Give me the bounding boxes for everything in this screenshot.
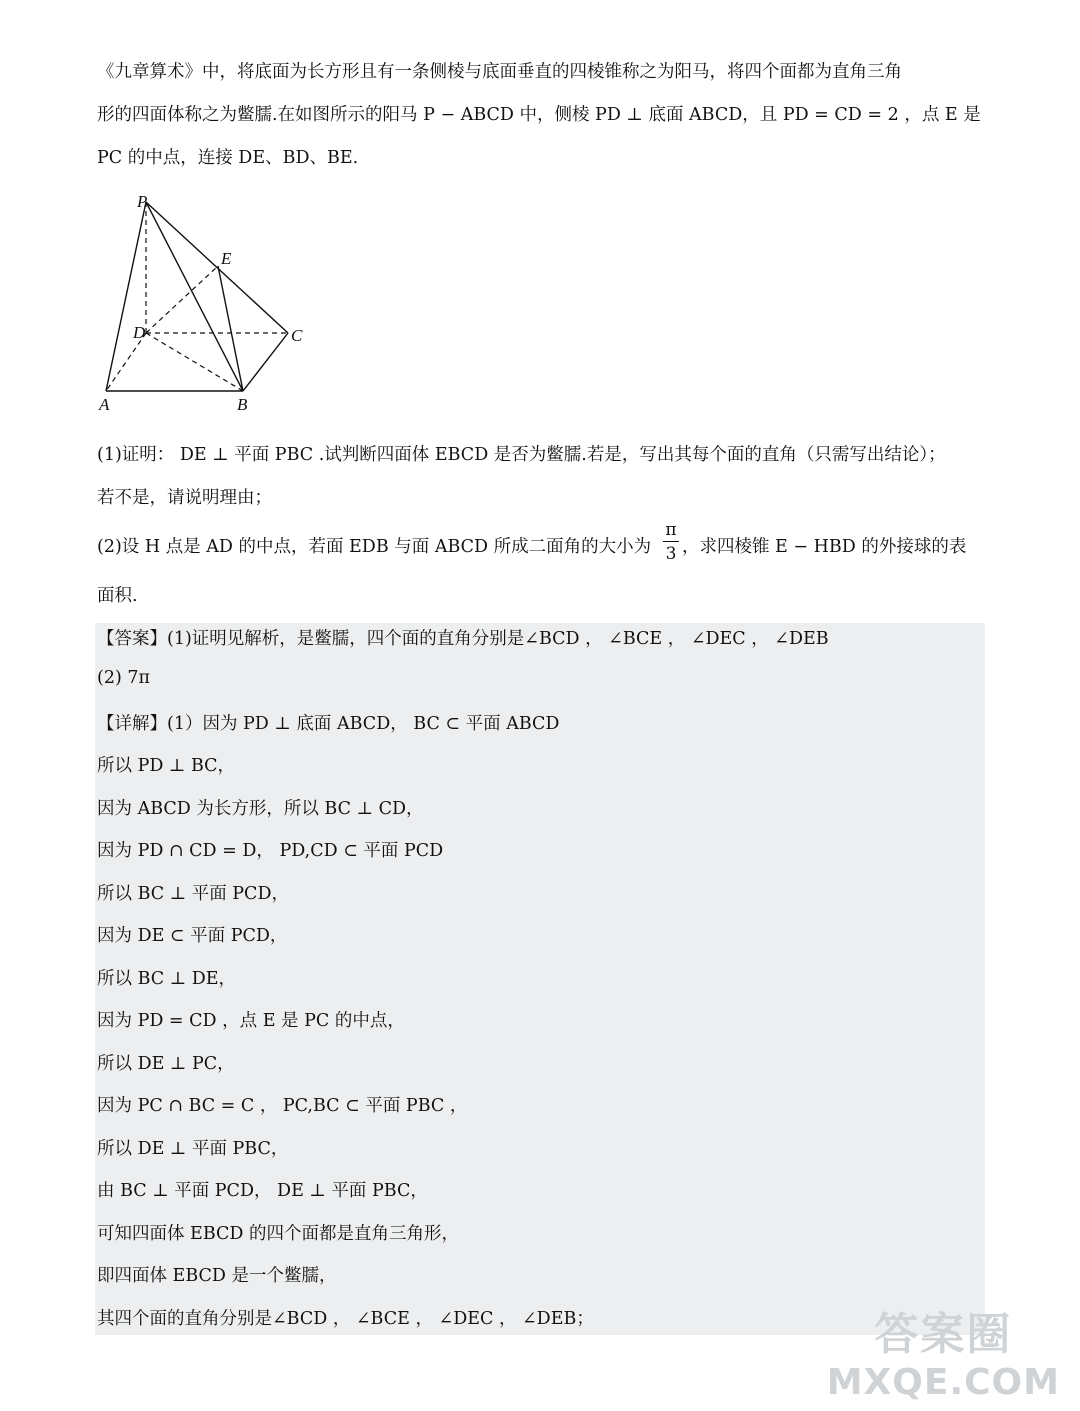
label-D: D xyxy=(133,323,146,342)
detail-line: 由 BC ⊥ 平面 PCD， DE ⊥ 平面 PBC， xyxy=(97,1181,428,1201)
detail-line: 因为 ABCD 为长方形，所以 BC ⊥ CD， xyxy=(97,799,424,819)
answer-line-2: (2) 7π xyxy=(97,668,150,688)
detail-line: 所以 DE ⊥ 平面 PBC， xyxy=(97,1139,289,1159)
pyramid-figure xyxy=(95,188,325,425)
edge-EB xyxy=(218,266,243,391)
fraction-denominator: 3 xyxy=(665,544,677,564)
detail-line: 所以 BC ⊥ DE， xyxy=(97,969,237,989)
label-P: P xyxy=(137,192,148,211)
detail-line: 所以 DE ⊥ PC， xyxy=(97,1054,235,1074)
part2-line-2: 面积. xyxy=(97,586,138,606)
watermark-logo: 答案圈 xyxy=(874,1309,1013,1360)
watermark-domain: MXQE.COM xyxy=(826,1362,1060,1403)
fraction-numerator: π xyxy=(665,520,677,540)
edge-BC xyxy=(243,333,288,391)
label-A: A xyxy=(99,395,110,414)
detail-line: 因为 PD ∩ CD = D， PD,CD ⊂ 平面 PCD xyxy=(97,841,444,861)
watermark xyxy=(827,1298,1060,1403)
detail-line: 因为 DE ⊂ 平面 PCD， xyxy=(97,926,288,946)
label-C: C xyxy=(291,326,303,345)
question-intro-line-2: 形的四面体称之为鳖臑.在如图所示的阳马 P − ABCD 中，侧棱 PD ⊥ 底面 ABCD，且 PD = CD = 2 ，点 E 是 xyxy=(97,105,981,125)
detail-line: 【详解】(1）因为 PD ⊥ 底面 ABCD， BC ⊂ 平面 ABCD xyxy=(97,714,560,734)
label-B: B xyxy=(237,395,248,414)
detail-line: 所以 PD ⊥ BC， xyxy=(97,756,236,776)
part2-line-1b: ，求四棱锥 E − HBD 的外接球的表 xyxy=(682,537,967,557)
edge-PA xyxy=(106,202,146,391)
edge-DE xyxy=(146,266,218,333)
detail-line: 可知四面体 EBCD 的四个面都是直角三角形， xyxy=(97,1224,460,1244)
detail-line: 因为 PC ∩ BC = C ， PC,BC ⊂ 平面 PBC ， xyxy=(97,1096,468,1116)
fraction-pi-over-3 xyxy=(663,520,679,568)
part1-line-2: 若不是，请说明理由； xyxy=(97,488,272,508)
detail-line: 所以 BC ⊥ 平面 PCD， xyxy=(97,884,289,904)
fraction-bar xyxy=(663,541,679,542)
detail-line: 其四个面的直角分别是∠BCD ， ∠BCE ， ∠DEC ， ∠DEB； xyxy=(97,1309,594,1329)
part1-line-1: (1)证明： DE ⊥ 平面 PBC .试判断四面体 EBCD 是否为鳖臑.若是，写出其每个面的直角（只需写出结论）； xyxy=(97,445,946,465)
pyramid-diagram xyxy=(95,188,325,420)
detail-line: 即四面体 EBCD 是一个鳖臑， xyxy=(97,1266,337,1286)
label-E: E xyxy=(221,249,232,268)
question-intro-line-1: 《九章算术》中，将底面为长方形且有一条侧棱与底面垂直的四棱锥称之为阳马，将四个面都为直角三角 xyxy=(97,62,902,82)
detail-line: 因为 PD = CD ，点 E 是 PC 的中点， xyxy=(97,1011,405,1031)
question-intro-line-3: PC 的中点，连接 DE、BD、BE. xyxy=(97,148,359,168)
part2-line-1a: (2)设 H 点是 AD 的中点，若面 EDB 与面 ABCD 所成二面角的大小为 xyxy=(97,537,652,557)
answer-line-1: 【答案】(1)证明见解析，是鳖臑，四个面的直角分别是∠BCD ， ∠BCE ， ∠DEC ， ∠DEB xyxy=(97,629,829,649)
